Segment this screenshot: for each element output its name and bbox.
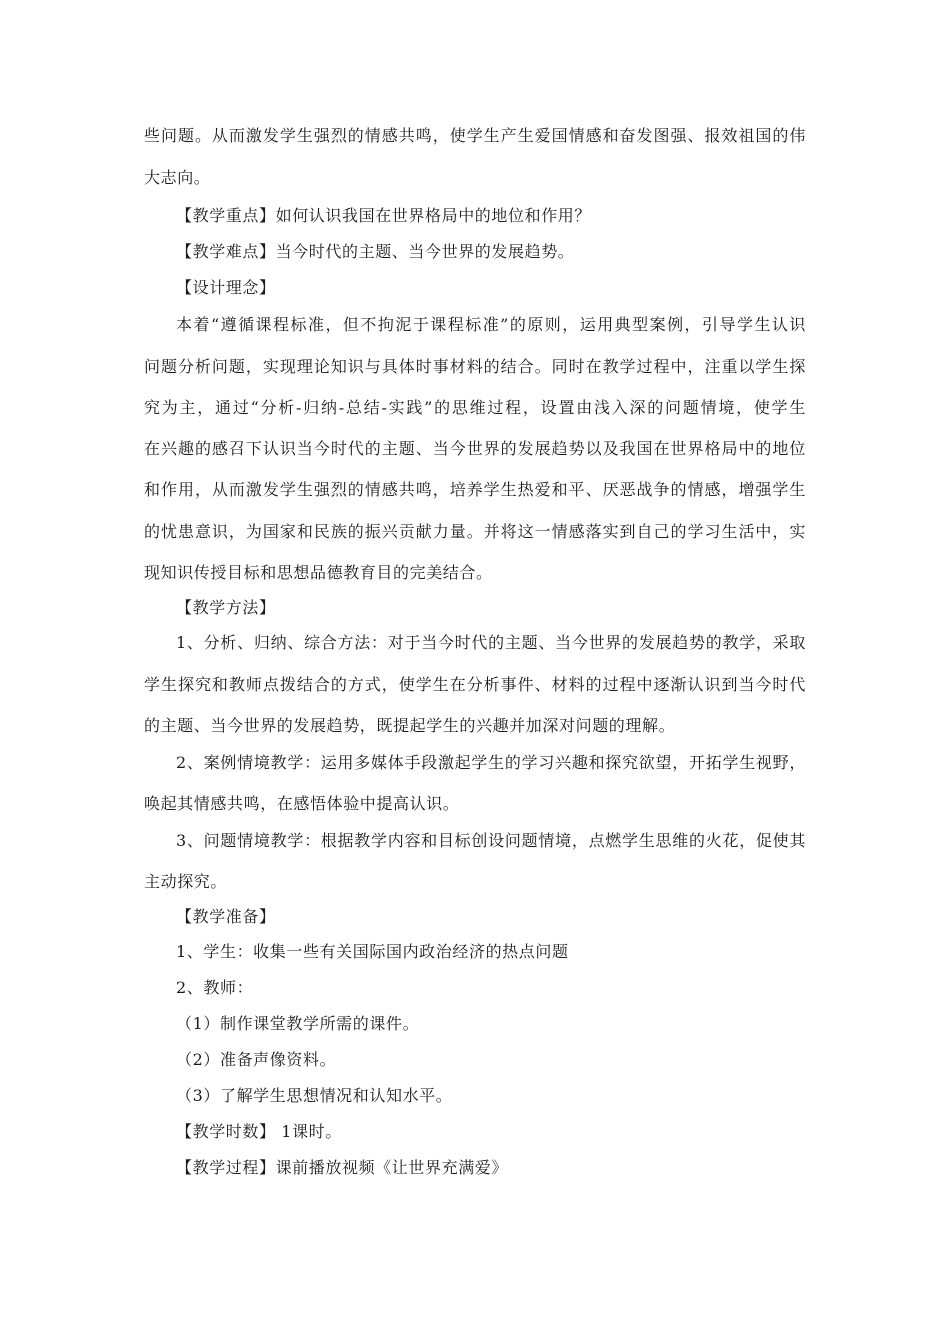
heading-teaching-methods: 【教学方法】 bbox=[176, 598, 276, 617]
heading-teaching-hours: 【教学时数】 1课时。 bbox=[176, 1122, 342, 1141]
text-line-10: 和作用，从而激发学生强烈的情感共鸣，培养学生热爱和平、厌恶战争的情感，增强学生 bbox=[144, 480, 806, 499]
heading-design-concept: 【设计理念】 bbox=[176, 278, 276, 297]
text-line-1: 些问题。从而激发学生强烈的情感共鸣，使学生产生爱国情感和奋发图强、报效祖国的伟 bbox=[144, 126, 806, 145]
text-line-6: 本着“遵循课程标准，但不拘泥于课程标准”的原则，运用典型案例，引导学生认识 bbox=[176, 315, 806, 334]
heading-teaching-preparation: 【教学准备】 bbox=[176, 907, 276, 926]
text-line-18: 唤起其情感共鸣，在感悟体验中提高认识。 bbox=[144, 794, 460, 813]
text-line-23: 2、教师： bbox=[176, 978, 254, 997]
heading-teaching-difficulty: 【教学难点】当今时代的主题、当今世界的发展趋势。 bbox=[176, 242, 575, 261]
text-line-20: 主动探究。 bbox=[144, 872, 228, 891]
text-line-12: 现知识传授目标和思想品德教育目的完美结合。 bbox=[144, 563, 493, 582]
heading-teaching-focus: 【教学重点】如何认识我国在世界格局中的地位和作用？ bbox=[176, 206, 592, 225]
text-line-16: 的主题、当今世界的发展趋势，既提起学生的兴趣并加深对问题的理解。 bbox=[144, 716, 676, 735]
text-line-19: 3、问题情境教学：根据教学内容和目标创设问题情境，点燃学生思维的火花，促使其 bbox=[176, 831, 806, 850]
text-line-11: 的忧患意识，为国家和民族的振兴贡献力量。并将这一情感落实到自己的学习生活中，实 bbox=[144, 522, 806, 541]
text-line-26: （3）了解学生思想情况和认知水平。 bbox=[176, 1086, 453, 1105]
text-line-8: 究为主，通过“分析-归纳-总结-实践”的思维过程，设置由浅入深的问题情境，使学生 bbox=[144, 398, 806, 417]
text-line-25: （2）准备声像资料。 bbox=[176, 1050, 337, 1069]
text-line-15: 学生探究和教师点拨结合的方式，使学生在分析事件、材料的过程中逐渐认识到当今时代 bbox=[144, 675, 806, 694]
text-line-14: 1、分析、归纳、综合方法：对于当今时代的主题、当今世界的发展趋势的教学，采取 bbox=[176, 633, 806, 652]
text-line-17: 2、案例情境教学：运用多媒体手段激起学生的学习兴趣和探究欲望，开拓学生视野， bbox=[176, 753, 806, 772]
text-line-7: 问题分析问题，实现理论知识与具体时事材料的结合。同时在教学过程中，注重以学生探 bbox=[144, 357, 806, 376]
text-line-2: 大志向。 bbox=[144, 168, 211, 187]
text-line-22: 1、学生：收集一些有关国际国内政治经济的热点问题 bbox=[176, 942, 569, 961]
text-line-24: （1）制作课堂教学所需的课件。 bbox=[176, 1014, 420, 1033]
text-line-9: 在兴趣的感召下认识当今时代的主题、当今世界的发展趋势以及我国在世界格局中的地位 bbox=[144, 439, 806, 458]
heading-teaching-process: 【教学过程】课前播放视频《让世界充满爱》 bbox=[176, 1158, 509, 1177]
